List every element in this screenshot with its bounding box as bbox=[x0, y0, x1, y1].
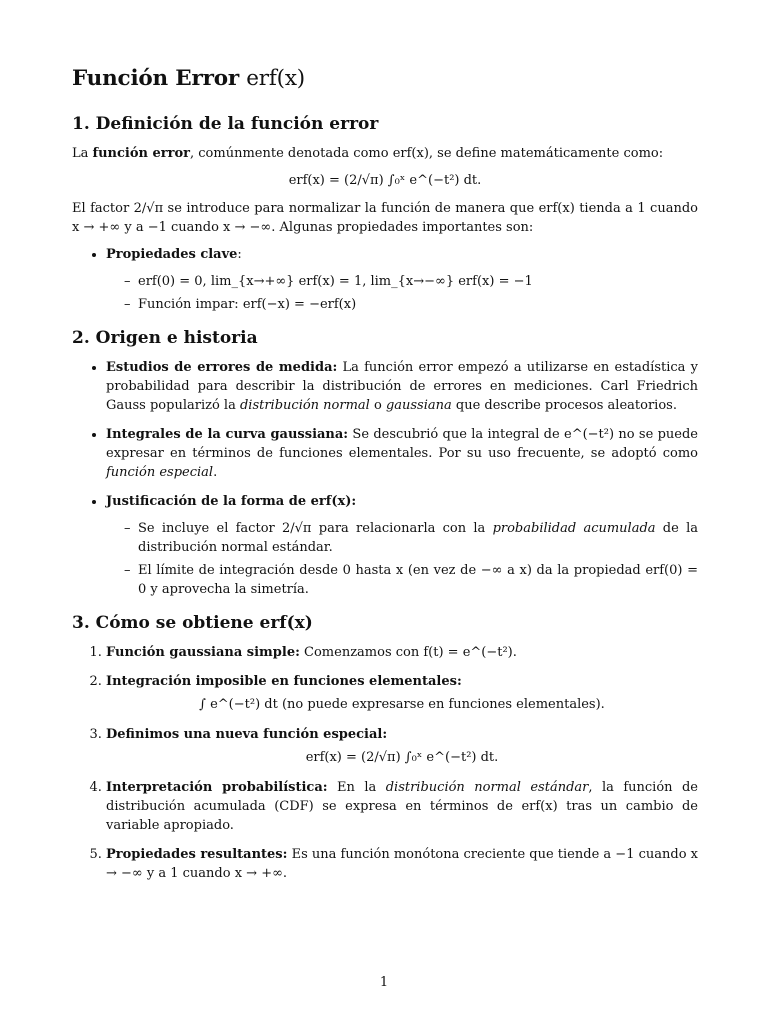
dash-list bbox=[106, 272, 698, 314]
document-page bbox=[72, 64, 698, 895]
paragraph: El factor 2/√π se introduce para normalizar la función de manera que erf(x) tienda a 1 cuando x → +∞ y a −1 cuando x → −∞. Algunas propiedades importantes son: bbox=[72, 201, 698, 235]
bullet-list bbox=[72, 358, 698, 599]
list-item: – Función impar: erf(−x) = −erf(x) bbox=[124, 295, 698, 314]
page-number: 1 bbox=[379, 975, 389, 990]
page-title: Función Error erf(x) bbox=[72, 66, 305, 91]
dash-list bbox=[106, 519, 698, 599]
section-heading: 2. Origen e historia bbox=[72, 328, 258, 348]
list-item: – erf(0) = 0, lim_{x→+∞} erf(x) = 1, lim_{x→−∞} erf(x) = −1 bbox=[124, 272, 698, 291]
list-item: – Se incluye el factor 2/√π para relacionarla con la probabilidad acumulada de la distribución normal estándar. bbox=[124, 519, 698, 557]
list-item: • Integrales de la curva gaussiana: Se descubrió que la integral de e^(−t²) no se puede expresar en términos de funciones elementales. Por su uso frecuente, se adoptó como función especial. bbox=[106, 425, 698, 482]
paragraph: La función error, comúnmente denotada como erf(x), se define matemáticamente como: bbox=[72, 146, 664, 161]
list-item: 5. Propiedades resultantes: Es una función monótona creciente que tiende a −1 cuando x → −∞ y a 1 cuando x → +∞. bbox=[106, 845, 698, 883]
list-item: • Estudios de errores de medida: La función error empezó a utilizarse en estadística y probabilidad para describir la distribución de errores en mediciones. Carl Friedrich Gauss popularizó la distribución normal o gaussiana que describe procesos aleatorios. bbox=[106, 358, 698, 415]
list-item: – El límite de integración desde 0 hasta x (en vez de −∞ a x) da la propiedad erf(0) = 0 y aprovecha la simetría. bbox=[124, 561, 698, 599]
section-history bbox=[72, 326, 698, 599]
section-heading: 1. Definición de la función error bbox=[72, 114, 379, 134]
list-item: 3. Definimos una nueva función especial: erf(x) = (2/√π) ∫₀ˣ e^(−t²) dt. bbox=[106, 725, 698, 768]
list-item: 2. Integración imposible en funciones elementales: ∫ e^(−t²) dt (no puede expresarse en funciones elementales). bbox=[106, 672, 698, 715]
bullet-list bbox=[72, 245, 698, 314]
section-heading: 3. Cómo se obtiene erf(x) bbox=[72, 613, 313, 633]
section-definition bbox=[72, 112, 698, 314]
list-item: • Propiedades clave: – erf(0) = 0, lim_{x→+∞} erf(x) = 1, lim_{x→−∞} erf(x) = −1 – Función impar: erf(−x) = −erf(x) bbox=[106, 245, 698, 314]
display-equation: erf(x) = (2/√π) ∫₀ˣ e^(−t²) dt. bbox=[305, 750, 499, 765]
list-item: 1. Función gaussiana simple: Comenzamos con f(t) = e^(−t²). bbox=[106, 643, 698, 662]
section-derivation bbox=[72, 611, 698, 883]
list-item: 4. Interpretación probabilística: En la distribución normal estándar, la función de distribución acumulada (CDF) se expresa en términos de erf(x) tras un cambio de variable apropiado. bbox=[106, 778, 698, 835]
numbered-list bbox=[72, 643, 698, 883]
list-item: • Justificación de la forma de erf(x): – Se incluye el factor 2/√π para relacionarla con la probabilidad acumulada de la distribución normal estándar. – El límite de integración desde 0 hasta x (en vez de −∞ a x) da la propiedad erf(0) = 0 y aprovecha la simetría. bbox=[106, 492, 698, 599]
display-equation: erf(x) = (2/√π) ∫₀ˣ e^(−t²) dt. bbox=[288, 173, 482, 188]
title-math: erf(x) bbox=[246, 66, 305, 91]
display-equation: ∫ e^(−t²) dt (no puede expresarse en funciones elementales). bbox=[199, 697, 605, 712]
